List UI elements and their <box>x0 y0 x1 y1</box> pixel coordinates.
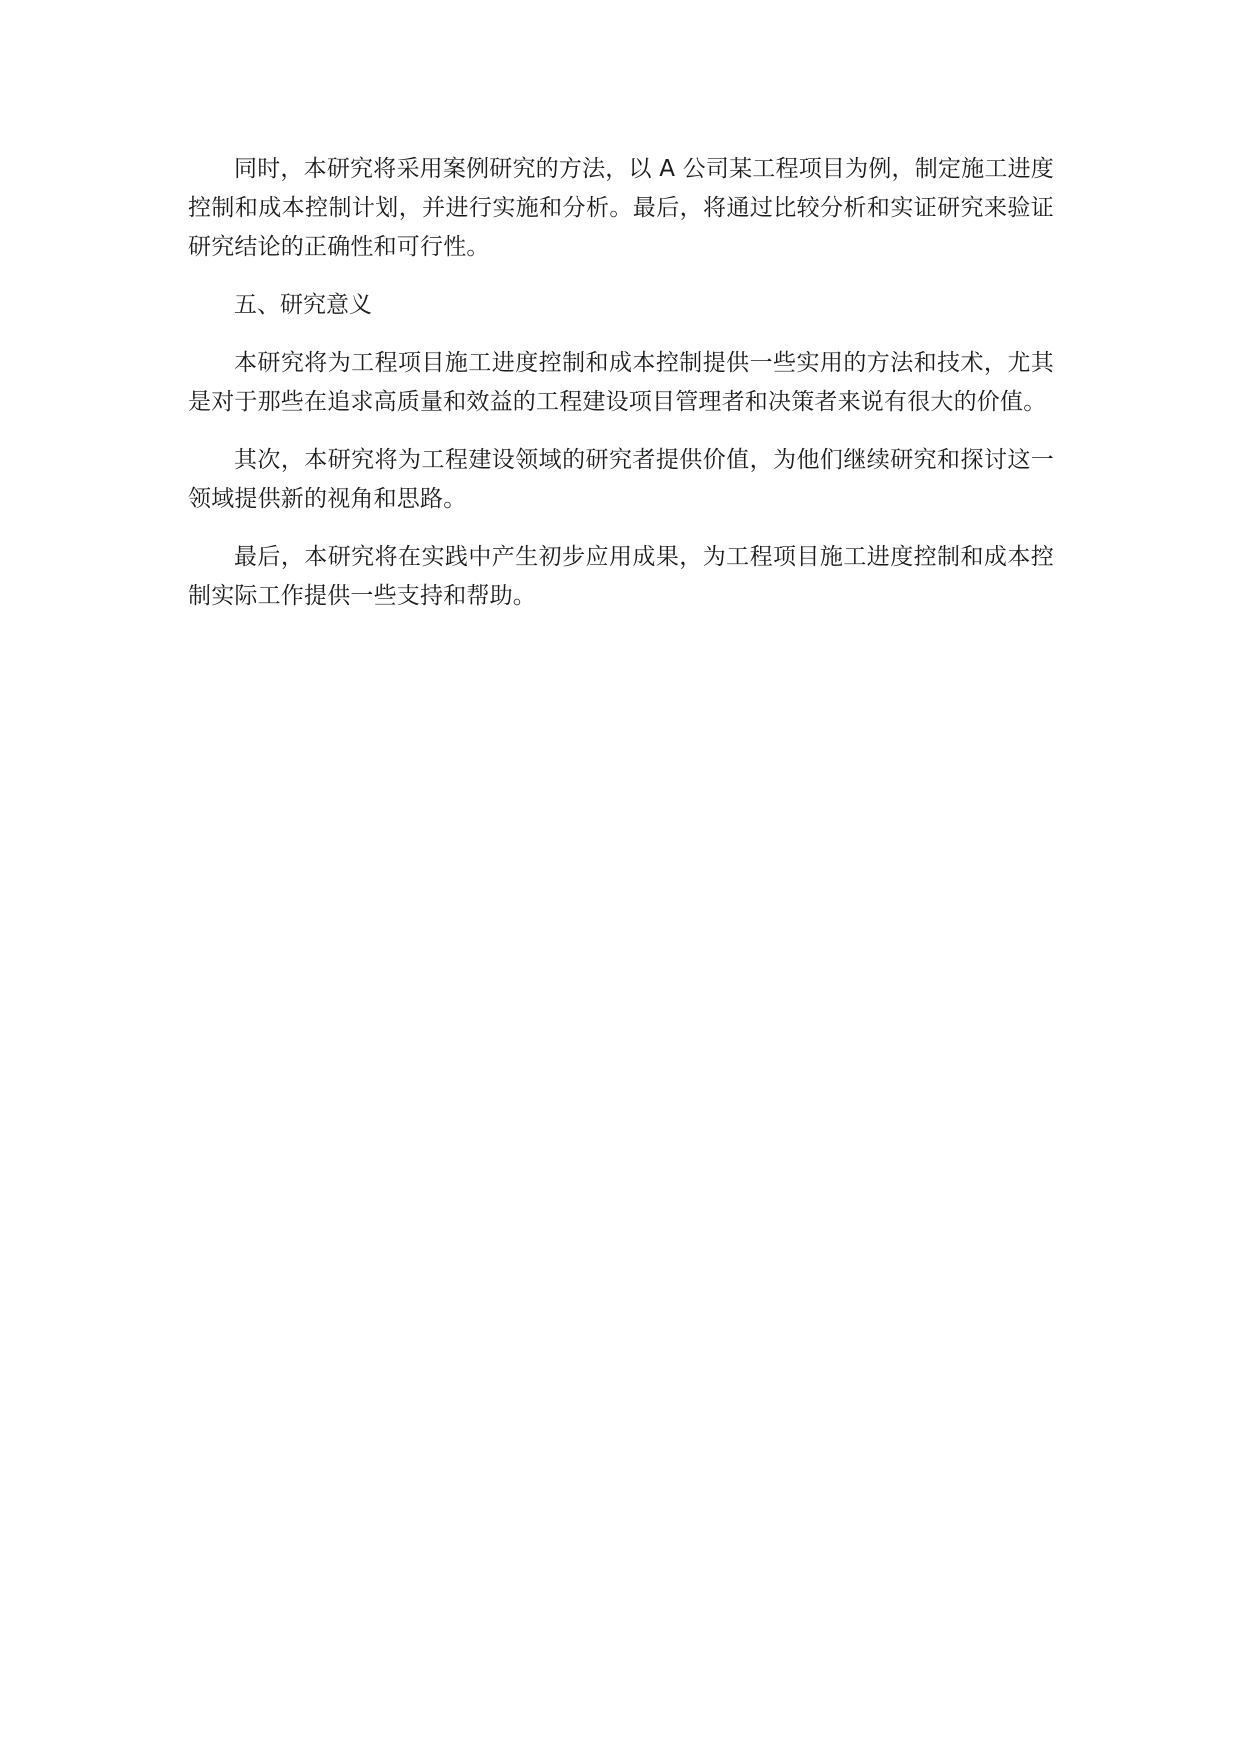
paragraph-significance-2: 其次，本研究将为工程建设领域的研究者提供价值，为他们继续研究和探讨这一领域提供新的视角和思路。 <box>188 447 1054 512</box>
document-body <box>188 150 1054 616</box>
paragraph-method: 同时，本研究将采用案例研究的方法，以 A 公司某工程项目为例，制定施工进度控制和成本控制计划，并进行实施和分析。最后，将通过比较分析和实证研究来验证研究结论的正确性和可行性。 <box>188 156 1054 260</box>
section-heading-research-significance: 五、研究意义 <box>234 292 372 318</box>
paragraph-significance-1: 本研究将为工程项目施工进度控制和成本控制提供一些实用的方法和技术，尤其是对于那些在追求高质量和效益的工程建设项目管理者和决策者来说有很大的价值。 <box>188 350 1054 415</box>
paragraph-significance-3: 最后，本研究将在实践中产生初步应用成果，为工程项目施工进度控制和成本控制实际工作提供一些支持和帮助。 <box>188 544 1054 609</box>
